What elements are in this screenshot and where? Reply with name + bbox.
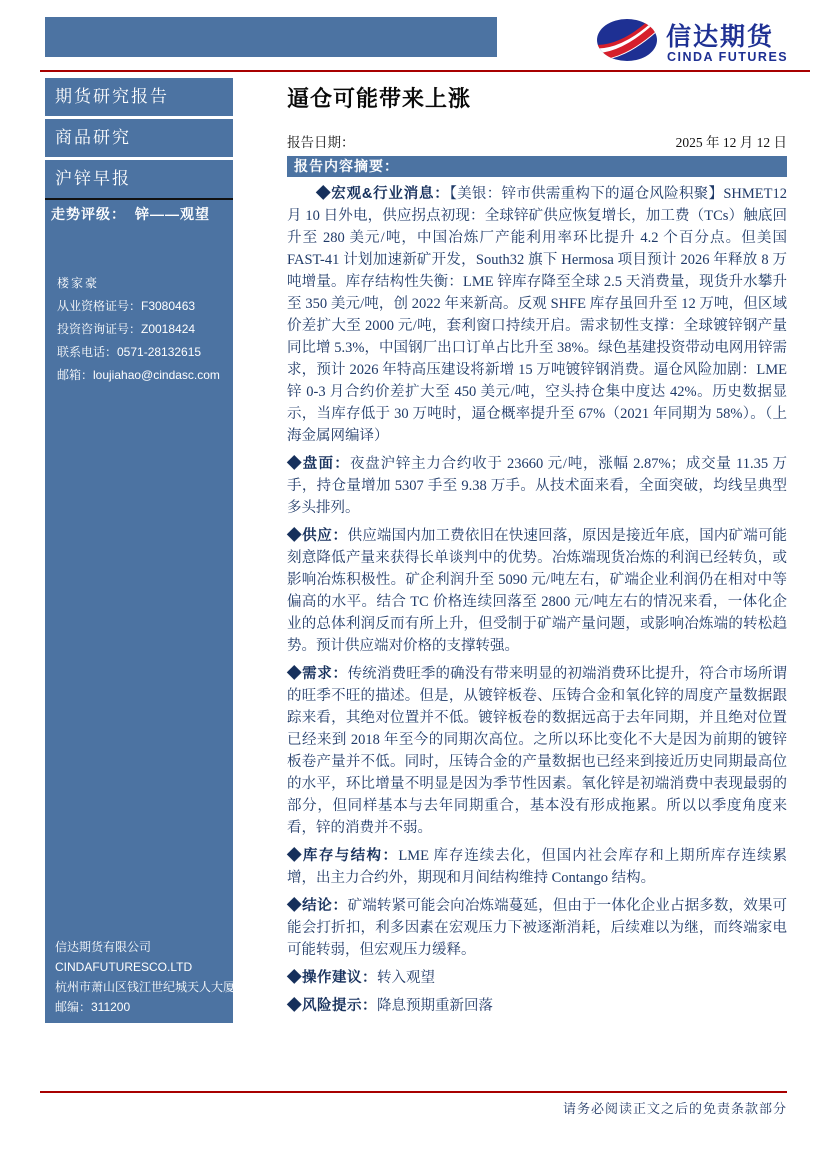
sidebar-category-box: 沪锌早报 (45, 160, 233, 198)
company-block (45, 937, 278, 1017)
report-section: ◆风险提示：降息预期重新回落 (287, 998, 493, 1014)
trend-rating-label: 走势评级： (51, 206, 126, 222)
report-date-value: 2025 年 12 月 12 日 (675, 135, 787, 150)
logo-swoosh-icon (596, 16, 796, 64)
report-body (287, 82, 787, 1017)
logo-en-text: CINDA FUTURES (667, 50, 789, 64)
section-label: ◆库存与结构： (287, 848, 399, 864)
disclaimer-text: 请务必阅读正文之后的免责条款部分 (562, 1101, 787, 1116)
report-section: ◆库存与结构：LME 库存连续去化，但国内社会库存和上期所库存连续累增，出主力合约外，期现和月间结构维持 Contango 结构。 (287, 848, 788, 886)
analyst-credential-line: 投资咨询证号：Z0018424 (57, 322, 196, 336)
report-date-label: 报告日期： (287, 135, 355, 150)
report-section: ◆操作建议：转入观望 (287, 970, 435, 986)
analyst-credential-lines (57, 295, 233, 387)
sidebar-category-box: 商品研究 (45, 119, 233, 157)
report-section: ◆供应：供应端国内加工费依旧在快速回落，原因是接近年底，国内矿端可能刻意降低产量来获得长单谈判中的优势。冶炼端现货冶炼的利润已经转负，或影响冶炼积极性。矿企利润升至 5090 元/吨左右，矿端企业利润仍在相对中等偏高的水平。结合 TC 价格连续回落至 2800 元/吨左右的情况来看，一体化企业的总体利润反而有所上升，但受制于矿端产量问题，或影响冶炼端的转松趋势。预计供应端对价格的支撑转强。 (287, 528, 788, 654)
company-info-line: CINDAFUTURESCO.LTD (55, 960, 193, 974)
section-label: ◆需求： (287, 666, 348, 682)
summary-header-bar: 报告内容摘要： (287, 156, 787, 177)
sidebar-category-box: 期货研究报告 (45, 78, 233, 116)
analyst-credential-line: 从业资格证号：F3080463 (57, 299, 196, 313)
sidebar-info-panel (45, 198, 278, 1023)
top-red-rule (40, 70, 810, 72)
analyst-credential-line: 联系电话：0571-28132615 (57, 345, 202, 359)
report-section: ◆盘面：夜盘沪锌主力合约收于 23660 元/吨，涨幅 2.87%；成交量 11.35 万手，持仓量增加 5307 手至 9.38 万手。从技术面来看，全面突破，均线呈典型多头排列。 (287, 456, 787, 516)
trend-rating-row (45, 200, 233, 224)
section-label: ◆风险提示： (287, 998, 377, 1014)
company-info-line: 邮编：311200 (55, 1000, 131, 1014)
section-label: ◆供应： (287, 528, 348, 544)
analyst-block (45, 272, 233, 387)
company-info-line: 信达期货有限公司 (55, 940, 152, 954)
summary-sections (287, 183, 787, 1017)
trend-rating-value: 锌——观望 (135, 206, 210, 222)
analyst-name: 楼家豪 (57, 276, 100, 290)
analyst-credential-line: 邮箱：loujiahao@cindasc.com (57, 368, 220, 382)
section-label: ◆结论： (287, 898, 348, 914)
section-label: ◆盘面： (287, 456, 351, 472)
header-blue-bar (45, 17, 497, 57)
report-section: ◆结论：矿端转紧可能会向冶炼端蔓延，但由于一体化企业占据多数，效果可能会打折扣，利多因素在宏观压力下被逐渐消耗，后续难以为继，而终端家电可能转弱，但宏观压力缓释。 (287, 898, 788, 958)
section-label: ◆操作建议： (287, 970, 377, 986)
sidebar-category-boxes (45, 78, 233, 201)
report-section: ◆需求：传统消费旺季的确没有带来明显的初端消费环比提升，符合市场所谓的旺季不旺的描述。但是，从镀锌板卷、压铸合金和氧化锌的周度产量数据跟踪来看，其绝对位置并不低。镀锌板卷的数据远高于去年同期，并且绝对位置已经来到 2018 年至今的同期次高位。之所以环比变化不大是因为前期的镀锌板卷产量并不低。同时，压铸合金的产量数据也已经来到接近历史同期最高位的水平，环比增量不明显是因为季节性因素。氧化锌是初端消费中表现最弱的部分，但同样基本与去年同期重合，基本没有形成拖累。所以以季度角度来看，锌的消费并不弱。 (287, 666, 788, 836)
cinda-futures-logo (596, 16, 796, 64)
section-label: ◆宏观&行业消息： (316, 186, 450, 202)
report-section: ◆宏观&行业消息：【美银：锌市供需重构下的逼仓风险积聚】SHMET12 月 10 日外电，供应拐点初现：全球锌矿供应恢复增长，加工费（TCs）触底回升至 280 美元/吨，中国冶炼厂产能利用率环比提升 4.2 个百分点。但美国 FAST-41 计划加速新矿开发，South32 旗下 Hermosa 项目预计 2026 年释放 8 万吨增量。库存结构性失衡：LME 锌库存降至全球 2.5 天消费量，现货升水攀升至 350 美元/吨，创 2022 年来新高。反观 SHFE 库存虽回升至 12 万吨，但区域价差扩大至 2000 元/吨，套利窗口持续开启。需求韧性支撑：全球镀锌钢产量同比增 5.3%，中国钢厂出口订单占比升至 38%。绿色基建投资带动电网用锌需求，预计 2026 年特高压建设将新增 15 万吨镀锌钢消费。逼仓风险加剧：LME 锌 0-3 月合约价差扩大至 450 美元/吨，空头持仓集中度达 42%。历史数据显示，当库存低于 30 万吨时，逼仓概率提升至 67%（2021 年同期为 58%）。（上海金属网编译） (287, 186, 787, 444)
company-info-line: 杭州市萧山区钱江世纪城天人大厦19-20楼 (55, 980, 278, 994)
report-date-row (287, 131, 787, 151)
logo-cn-text: 信达期货 (666, 23, 775, 51)
page-title: 逼仓可能带来上涨 (287, 86, 472, 111)
bottom-red-rule (40, 1091, 787, 1093)
